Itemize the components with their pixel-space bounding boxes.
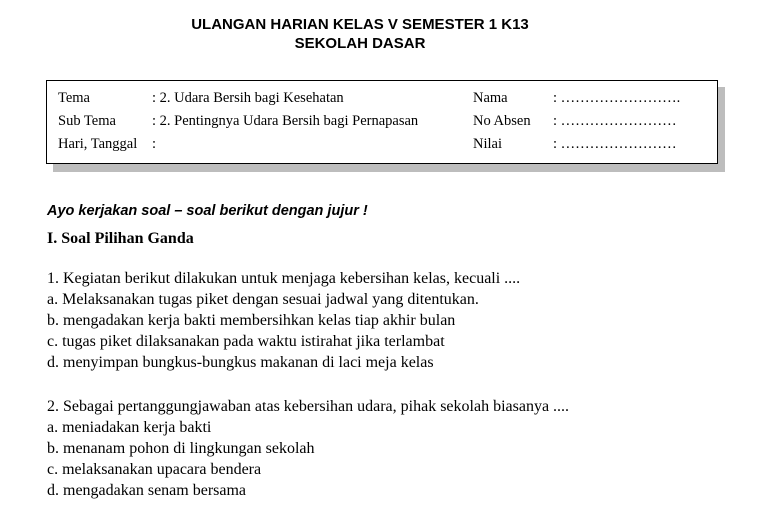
document-subtitle: SEKOLAH DASAR (294, 35, 426, 52)
info-label: Hari, Tanggal (58, 136, 138, 152)
answer-option: d. mengadakan senam bersama (47, 482, 247, 499)
question-prompt: 2. Sebagai pertanggungjawaban atas kebersihan udara, pihak sekolah biasanya .... (47, 398, 570, 415)
answer-option: a. meniadakan kerja bakti (47, 419, 212, 436)
info-label: Tema (58, 90, 90, 106)
info-value: : (152, 136, 157, 152)
answer-option: c. tugas piket dilaksanakan pada waktu istirahat jika terlambat (47, 333, 445, 350)
info-value: : ……………………. (553, 90, 681, 106)
info-label: Sub Tema (58, 113, 116, 129)
info-value: : …………………… (553, 136, 677, 152)
question-prompt: 1. Kegiatan berikut dilakukan untuk menjaga kebersihan kelas, kecuali .... (47, 270, 521, 287)
instruction-text: Ayo kerjakan soal – soal berikut dengan jujur ! (47, 203, 368, 219)
document-title: ULANGAN HARIAN KELAS V SEMESTER 1 K13 (191, 16, 529, 33)
info-value: : 2. Pentingnya Udara Bersih bagi Pernapasan (152, 113, 419, 129)
question-2 (47, 396, 569, 501)
answer-option: b. mengadakan kerja bakti membersihkan kelas tiap akhir bulan (47, 312, 456, 329)
info-value: : …………………… (553, 113, 677, 129)
info-value: : 2. Udara Bersih bagi Kesehatan (152, 90, 344, 106)
answer-option: d. menyimpan bungkus-bungkus makanan di laci meja kelas (47, 354, 434, 371)
section-title: I. Soal Pilihan Ganda (47, 230, 194, 247)
info-row-sub-tema (47, 110, 717, 132)
info-row-hari-tanggal (47, 133, 717, 155)
answer-option: a. Melaksanakan tugas piket dengan sesuai jadwal yang ditentukan. (47, 291, 479, 308)
info-label: No Absen (473, 113, 531, 129)
answer-option: b. menanam pohon di lingkungan sekolah (47, 440, 315, 457)
info-row-tema (47, 87, 717, 109)
info-label: Nama (473, 90, 508, 106)
info-label: Nilai (473, 136, 502, 152)
answer-option: c. melaksanakan upacara bendera (47, 461, 262, 478)
info-box (46, 80, 718, 164)
question-1 (47, 268, 520, 373)
